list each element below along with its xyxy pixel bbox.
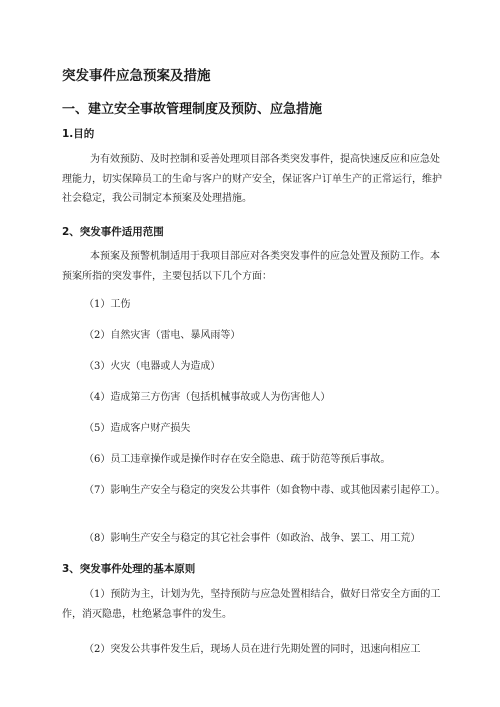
scope-item-3: （3）火灾（电器或人为造成） — [84, 361, 221, 372]
scope-item-6: （6）员工违章操作或是操作时存在安全隐患、疏于防范等预后事故。 — [84, 454, 391, 465]
section-heading-1: 一、建立安全事故管理制度及预防、应急措施 — [62, 102, 323, 117]
purpose-heading: 1.目的 — [62, 128, 95, 140]
principles-heading: 3、突发事件处理的基本原则 — [62, 563, 196, 575]
principles-item-1: （1）预防为主，计划为先，坚持预防与应急处置相结合，做好日常安全方面的工作，消灭隐患，杜绝紧急事件的发生。 — [62, 589, 441, 620]
scope-item-7: （7）影响生产安全与稳定的突发公共事件（如食物中毒、或其他因素引起停工）。 — [84, 485, 446, 496]
scope-item-8: （8）影响生产安全与稳定的其它社会事件（如政治、战争、罢工、用工荒） — [84, 533, 421, 544]
principles-item-2: （2）突发公共事件发生后，现场人员在进行先期处置的同时，迅速向相应工 — [84, 644, 421, 655]
scope-item-2: （2）自然灾害（雷电、暴风雨等） — [84, 330, 241, 341]
purpose-paragraph: 为有效预防、及时控制和妥善处理项目部各类突发事件，提高快速反应和应急处理能力，切实保障员工的生命与客户的财产安全，保证客户订单生产的正常运行，维护社会稳定，我公司制定本预案及处理措施。 — [62, 154, 442, 204]
scope-item-5: （5）造成客户财产损失 — [84, 423, 191, 434]
document-title: 突发事件应急预案及措施 — [62, 68, 211, 84]
scope-item-1: （1）工伤 — [84, 299, 131, 310]
scope-paragraph: 本预案及预警机制适用于我项目部应对各类突发事件的应急处置及预防工作。本预案所指的突发事件，主要包括以下几个方面： — [62, 251, 440, 282]
scope-item-4: （4）造成第三方伤害（包括机械事故或人为伤害他人） — [84, 392, 331, 403]
scope-heading: 2、突发事件适用范围 — [62, 226, 164, 238]
